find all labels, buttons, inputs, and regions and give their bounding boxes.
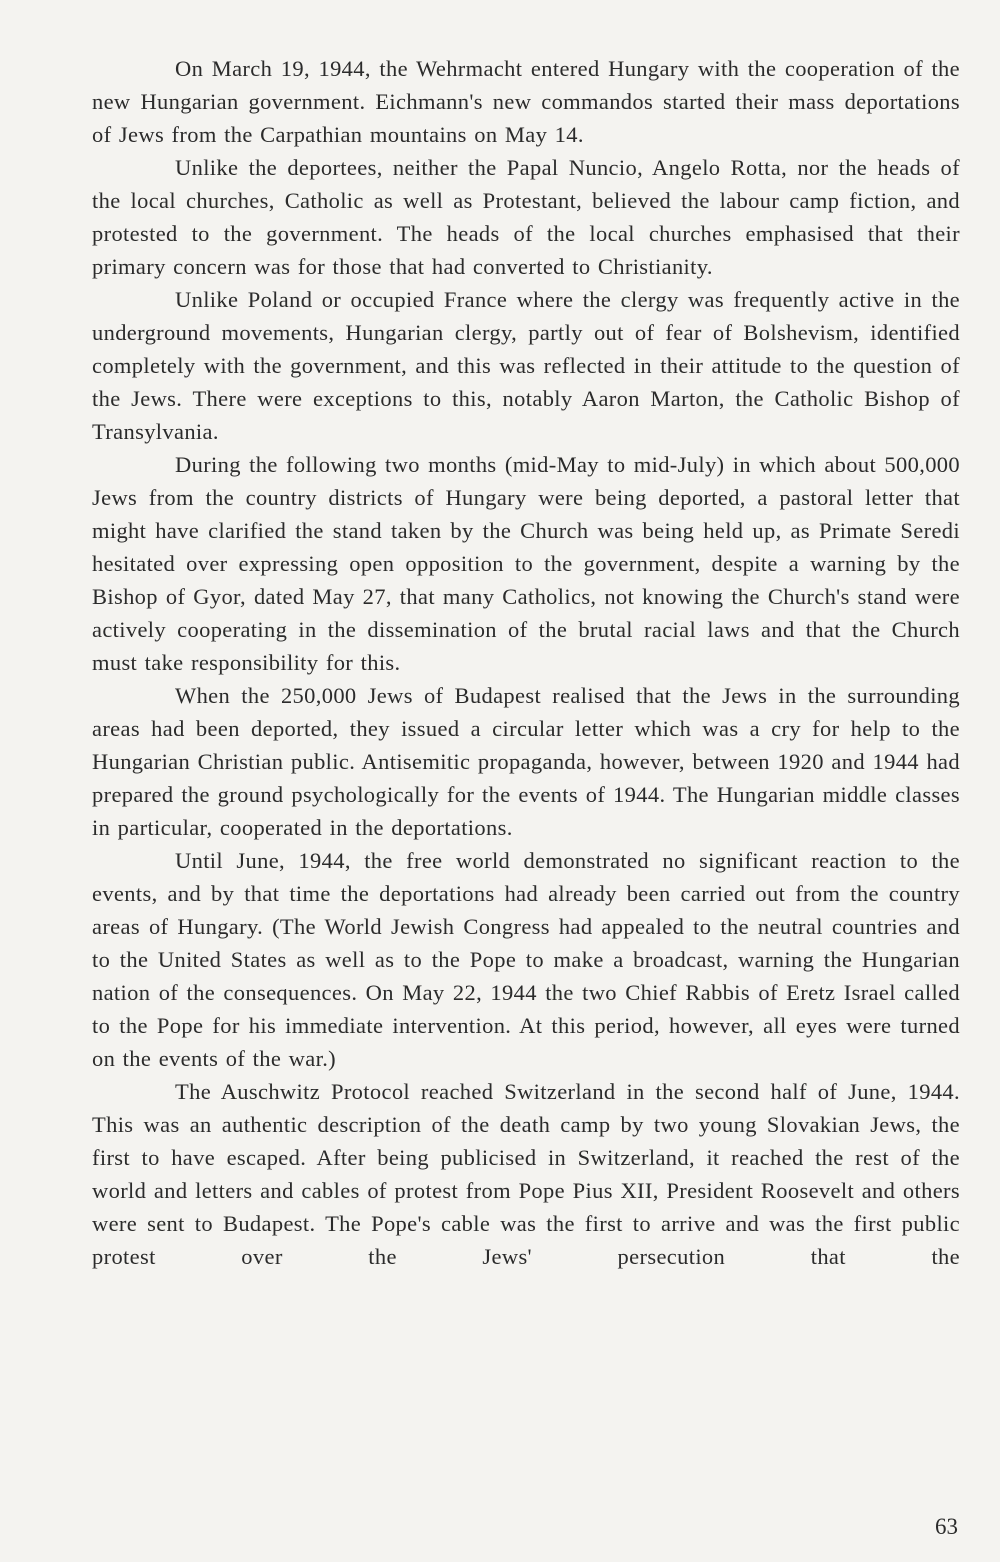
page-number: 63: [935, 1514, 958, 1539]
paragraph-church-protest: Unlike the deportees, neither the Papal Nuncio, Angelo Rotta, nor the heads of the local churches, Catholic as well as Protestant, believed the labour camp fiction, and protested to the government. The heads of the local churches emphasised that their primary concern was for those that had converted to Christianity.: [92, 155, 960, 279]
paragraph-auschwitz-protocol: The Auschwitz Protocol reached Switzerland in the second half of June, 1944. This was an authentic description of the death camp by two young Slovakian Jews, the first to have escaped. After being publicised in Switzerland, it reached the rest of the world and letters and cables of protest from Pope Pius XII, President Roosevelt and others were sent to Budapest. The Pope's cable was the first to arrive and was the first public protest over the Jews' persecution that the: [92, 1079, 960, 1269]
page-body: [92, 52, 960, 1502]
paragraph-hungarian-clergy: Unlike Poland or occupied France where the clergy was frequently active in the underground movements, Hungarian clergy, partly out of fear of Bolshevism, identified completely with the government, and this was reflected in their attitude to the question of the Jews. There were exceptions to this, notably Aaron Marton, the Catholic Bishop of Transylvania.: [92, 287, 960, 444]
paragraph-budapest-jews: When the 250,000 Jews of Budapest realised that the Jews in the surrounding areas had been deported, they issued a circular letter which was a cry for help to the Hungarian Christian public. Antisemitic propaganda, however, between 1920 and 1944 had prepared the ground psychologically for the events of 1944. The Hungarian middle classes in particular, cooperated in the deportations.: [92, 683, 960, 840]
paragraph-wehrmacht-entry: On March 19, 1944, the Wehrmacht entered Hungary with the cooperation of the new Hungarian government. Eichmann's new commandos started their mass deportations of Jews from the Carpathian mountains on May 14.: [92, 56, 960, 147]
paragraph-pastoral-letter: During the following two months (mid-May to mid-July) in which about 500,000 Jews from the country districts of Hungary were being deported, a pastoral letter that might have clarified the stand taken by the Church was being held up, as Primate Seredi hesitated over expressing open opposition to the government, despite a warning by the Bishop of Gyor, dated May 27, that many Catholics, not knowing the Church's stand were actively cooperating in the dissemination of the brutal racial laws and that the Church must take responsibility for this.: [92, 452, 960, 675]
paragraph-free-world-reaction: Until June, 1944, the free world demonstrated no significant reaction to the events, and by that time the deportations had already been carried out from the country areas of Hungary. (The World Jewish Congress had appealed to the neutral countries and to the United States as well as to the Pope to make a broadcast, warning the Hungarian nation of the consequences. On May 22, 1944 the two Chief Rabbis of Eretz Israel called to the Pope for his immediate intervention. At this period, however, all eyes were turned on the events of the war.): [92, 848, 960, 1071]
